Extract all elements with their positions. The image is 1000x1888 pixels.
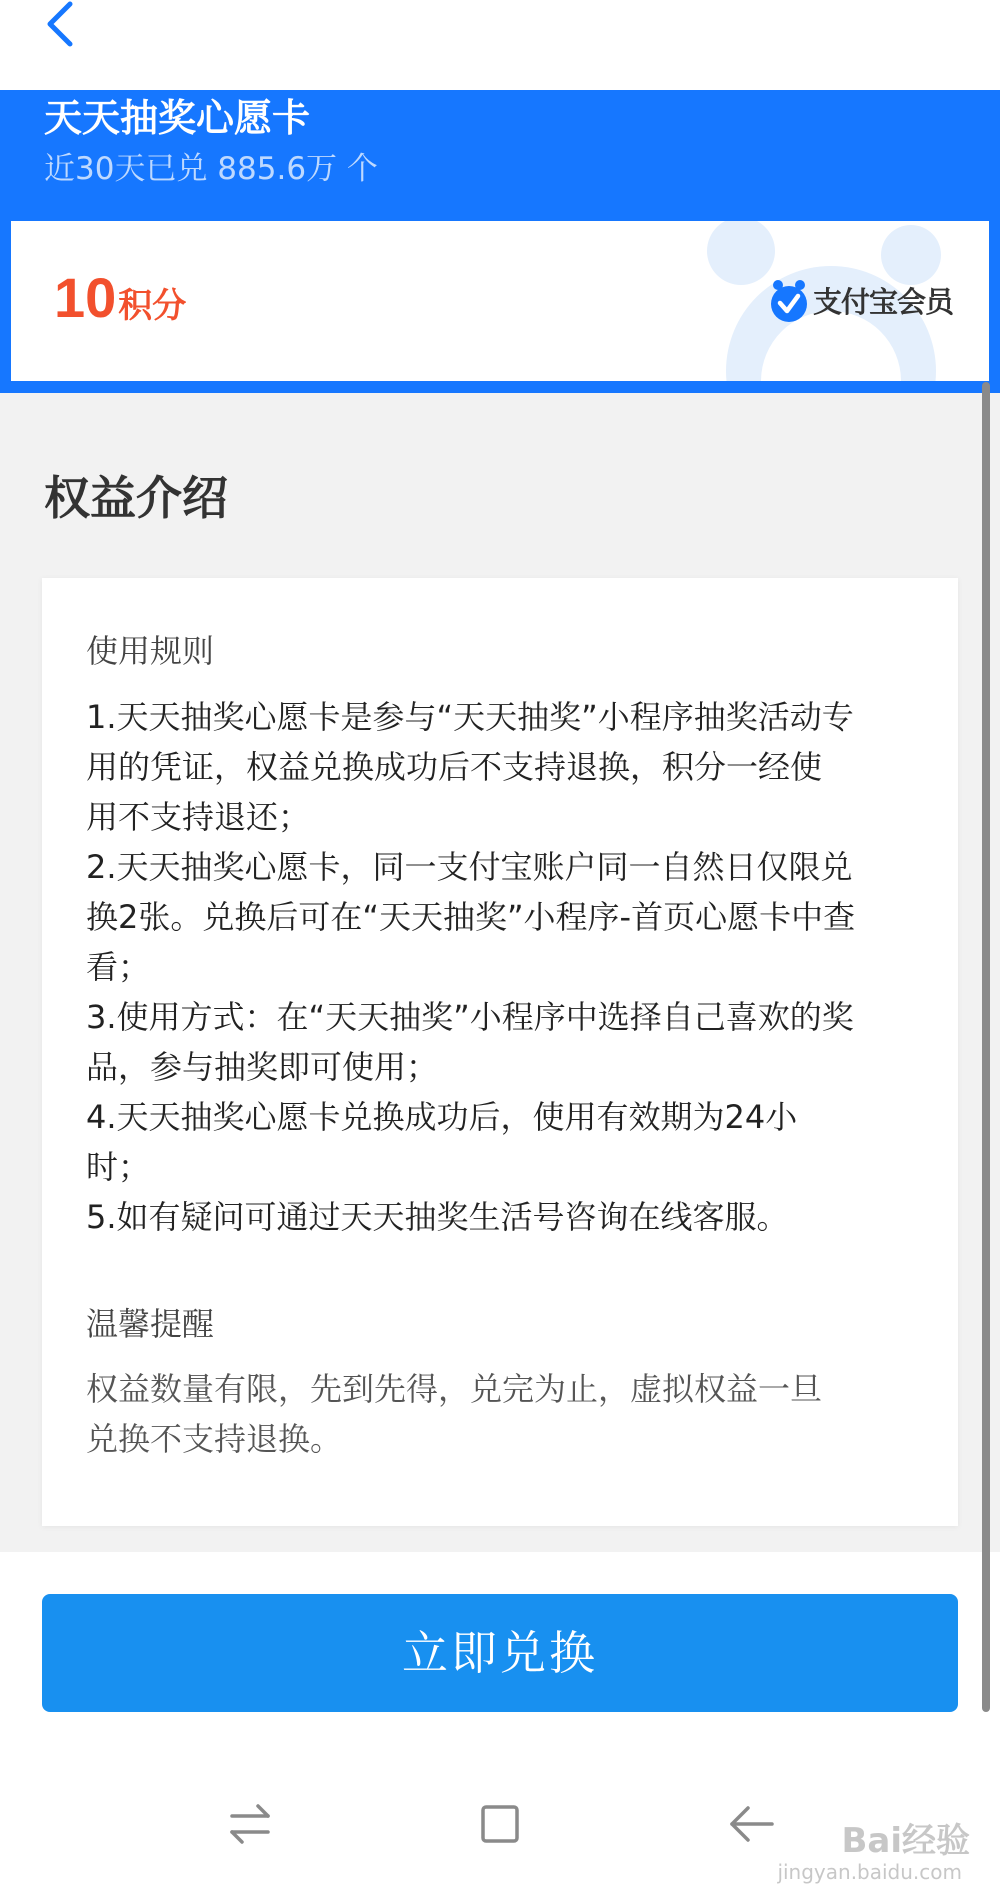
tip-line: 兑换不支持退换。 — [86, 1420, 343, 1458]
rules-heading: 使用规则 — [86, 632, 215, 670]
redeemed-count: 近30天已兑 885.6万 个 — [44, 151, 378, 187]
home-button[interactable] — [476, 1800, 524, 1848]
system-nav-bar — [0, 1762, 1000, 1888]
watermark-text: Bai经验 — [841, 1821, 970, 1861]
system-back-button[interactable] — [728, 1800, 776, 1848]
rule-line: 4.天天抽奖心愿卡兑换成功后，使用有效期为24小 — [86, 1098, 798, 1136]
brand-name: 支付宝会员 — [813, 284, 954, 319]
rule-line: 时； — [86, 1148, 151, 1186]
back-button[interactable] — [38, 0, 86, 48]
points-unit: 积分 — [118, 286, 187, 326]
rule-line: 5.如有疑问可通过天天抽奖生活号咨询在线客服。 — [86, 1198, 789, 1236]
points-price — [54, 265, 186, 330]
rule-line: 3.使用方式：在“天天抽奖”小程序中选择自己喜欢的奖 — [86, 998, 854, 1036]
alipay-member-logo-icon — [769, 277, 809, 323]
recent-apps-button[interactable] — [226, 1800, 274, 1848]
rule-line: 用不支持退还； — [86, 798, 311, 836]
tips-heading: 温馨提醒 — [86, 1305, 215, 1343]
top-bar — [0, 0, 1000, 90]
rules-card — [42, 578, 958, 1526]
rule-line: 看； — [86, 948, 151, 986]
points-value: 10 — [54, 266, 117, 329]
rule-line: 用的凭证，权益兑换成功后不支持退换，积分一经使 — [86, 748, 823, 786]
swap-arrows-icon — [226, 1800, 274, 1848]
card-title: 天天抽奖心愿卡 — [44, 96, 311, 140]
watermark-url: jingyan.baidu.com — [777, 1860, 962, 1884]
chevron-left-icon — [38, 0, 86, 48]
rule-line: 1.天天抽奖心愿卡是参与“天天抽奖”小程序抽奖活动专 — [86, 698, 854, 736]
points-card — [11, 221, 989, 381]
section-title: 权益介绍 — [44, 471, 228, 525]
exchange-now-button[interactable]: 立即兑换 — [42, 1594, 958, 1712]
rule-line: 2.天天抽奖心愿卡，同一支付宝账户同一自然日仅限兑 — [86, 848, 853, 886]
rule-line: 品，参与抽奖即可使用； — [86, 1048, 439, 1086]
tip-line: 权益数量有限，先到先得，兑完为止，虚拟权益一旦 — [86, 1370, 823, 1408]
back-arrow-icon — [728, 1800, 776, 1848]
square-icon — [476, 1800, 524, 1848]
brand-badge — [769, 277, 953, 323]
scrollbar[interactable] — [982, 382, 990, 1712]
rule-line: 换2张。兑换后可在“天天抽奖”小程序-首页心愿卡中查 — [86, 898, 856, 936]
